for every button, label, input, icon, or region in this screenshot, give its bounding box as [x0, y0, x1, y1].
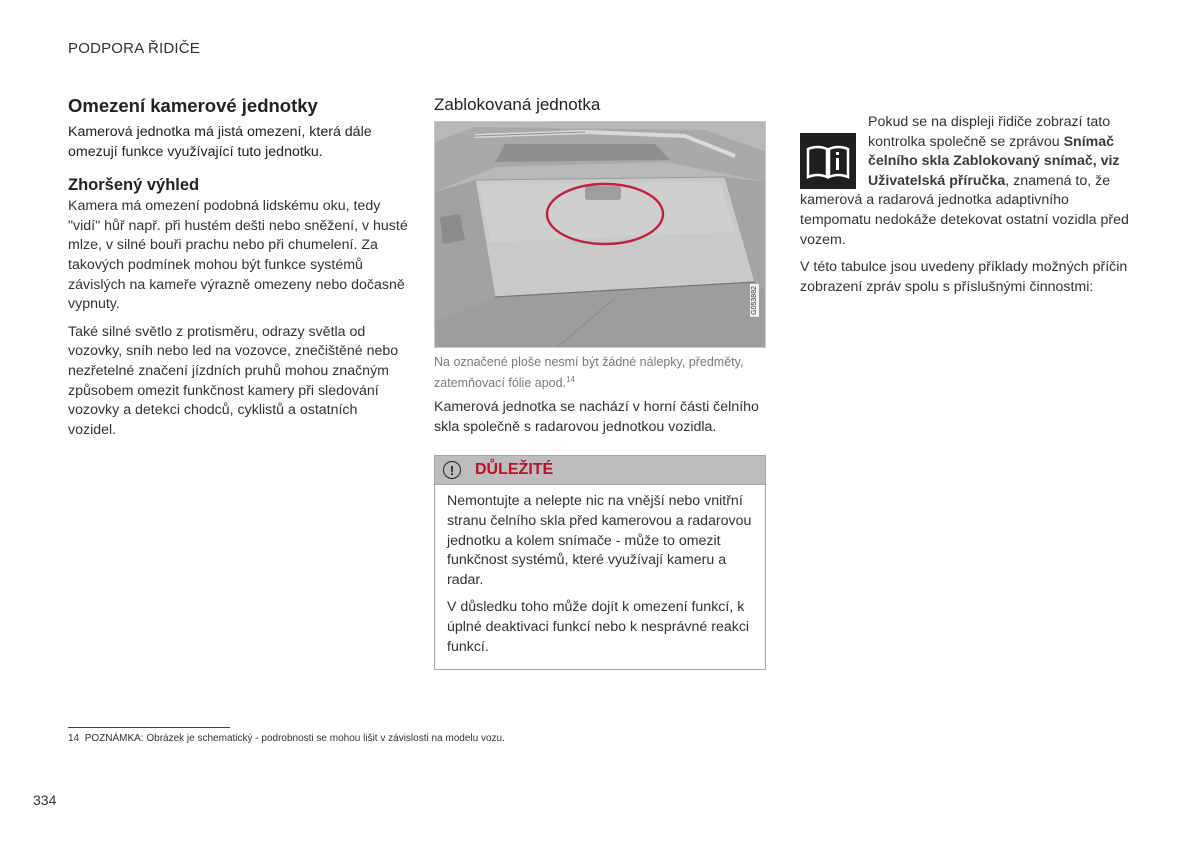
subheading-reduced-visibility: Zhoršený výhled	[68, 176, 200, 195]
notice-title: DŮLEŽITÉ	[475, 461, 554, 479]
notice-paragraph-1: Nemontujte a nelepte nic na vnější nebo vnitřní stranu čelního skla před kamerovou a radarovou jednotku a kolem snímače - může to omezit funkčnost systémů, které využívají kameru a radar.	[447, 493, 752, 588]
table-intro-paragraph: V této tabulce jsou uvedeny příklady možných příčin zobrazení zpráv spolu s příslušnými činnostmi:	[800, 259, 1128, 295]
windshield-drawing	[435, 122, 766, 348]
important-notice	[434, 455, 766, 670]
indicator-info-block	[800, 113, 1135, 250]
notice-body	[435, 485, 765, 669]
indicator-text-before: Pokud se na displeji řidiče zobrazí tato kontrolka společně se zprávou	[868, 114, 1111, 150]
paragraph-weather: Kamera má omezení podobná lidskému oku, tedy "vidí" hůř např. při hustém dešti nebo sněžení, v husté mlze, v silné bouři prachu nebo při chumelení. Za takových podmínek mohou být funkce systémů závislých na kameře výrazně omezeny nebo dočasně vypnuty.	[68, 198, 408, 313]
manual-info-icon	[800, 133, 856, 189]
paragraph-light: Také silné světlo z protisměru, odrazy světla od vozovky, sníh nebo led na vozovce, znečištěné nebo nezřetelné značení jízdních pruhů mohou značným způsobem omezit funkčnost kamery při sledování vozovky a detekci chodců, cyklistů a ostatních vozidel.	[68, 323, 399, 438]
notice-header	[435, 456, 765, 485]
column-middle	[434, 95, 766, 670]
figure-caption	[434, 354, 766, 392]
page-number: 334	[33, 792, 57, 808]
windshield-illustration	[434, 121, 766, 348]
footnote-divider	[68, 727, 230, 728]
footnote	[68, 733, 505, 744]
subheading-blocked-unit: Zablokovaná jednotka	[434, 95, 601, 114]
footnote-number: 14	[68, 733, 80, 744]
footnote-reference: 14	[566, 375, 575, 384]
section-title: Omezení kamerové jednotky	[68, 95, 318, 116]
intro-paragraph: Kamerová jednotka má jistá omezení, která dále omezují funkce využívající tuto jednotku.	[68, 124, 372, 160]
running-header: PODPORA ŘIDIČE	[68, 40, 200, 57]
indicator-message: Snímač čelního skla Zablokovaný snímač, viz Uživatelská příručka	[868, 133, 1120, 189]
column-right	[800, 95, 1135, 305]
column-left	[68, 95, 408, 448]
figure-code: G053882	[751, 286, 758, 315]
indicator-text-after: , znamená to, že kamerová a radarová jednotka adaptivního tempomatu nedokáže detekovat ostatní vozidla před vozem.	[800, 172, 1129, 248]
footnote-text: POZNÁMKA: Obrázek je schematický - podrobnosti se mohou lišit v závislosti na modelu vozu.	[84, 733, 505, 744]
exclamation-icon: !	[443, 461, 461, 479]
caption-text: Na označené ploše nesmí být žádné nálepky, předměty, zatemňovací fólie apod.	[434, 355, 744, 391]
notice-paragraph-2: V důsledku toho může dojít k omezení funkcí, k úplné deaktivaci funkcí nebo k nesprávné reakci funkcí.	[447, 599, 750, 655]
location-paragraph: Kamerová jednotka se nachází v horní části čelního skla společně s radarovou jednotkou vozidla.	[434, 399, 759, 435]
